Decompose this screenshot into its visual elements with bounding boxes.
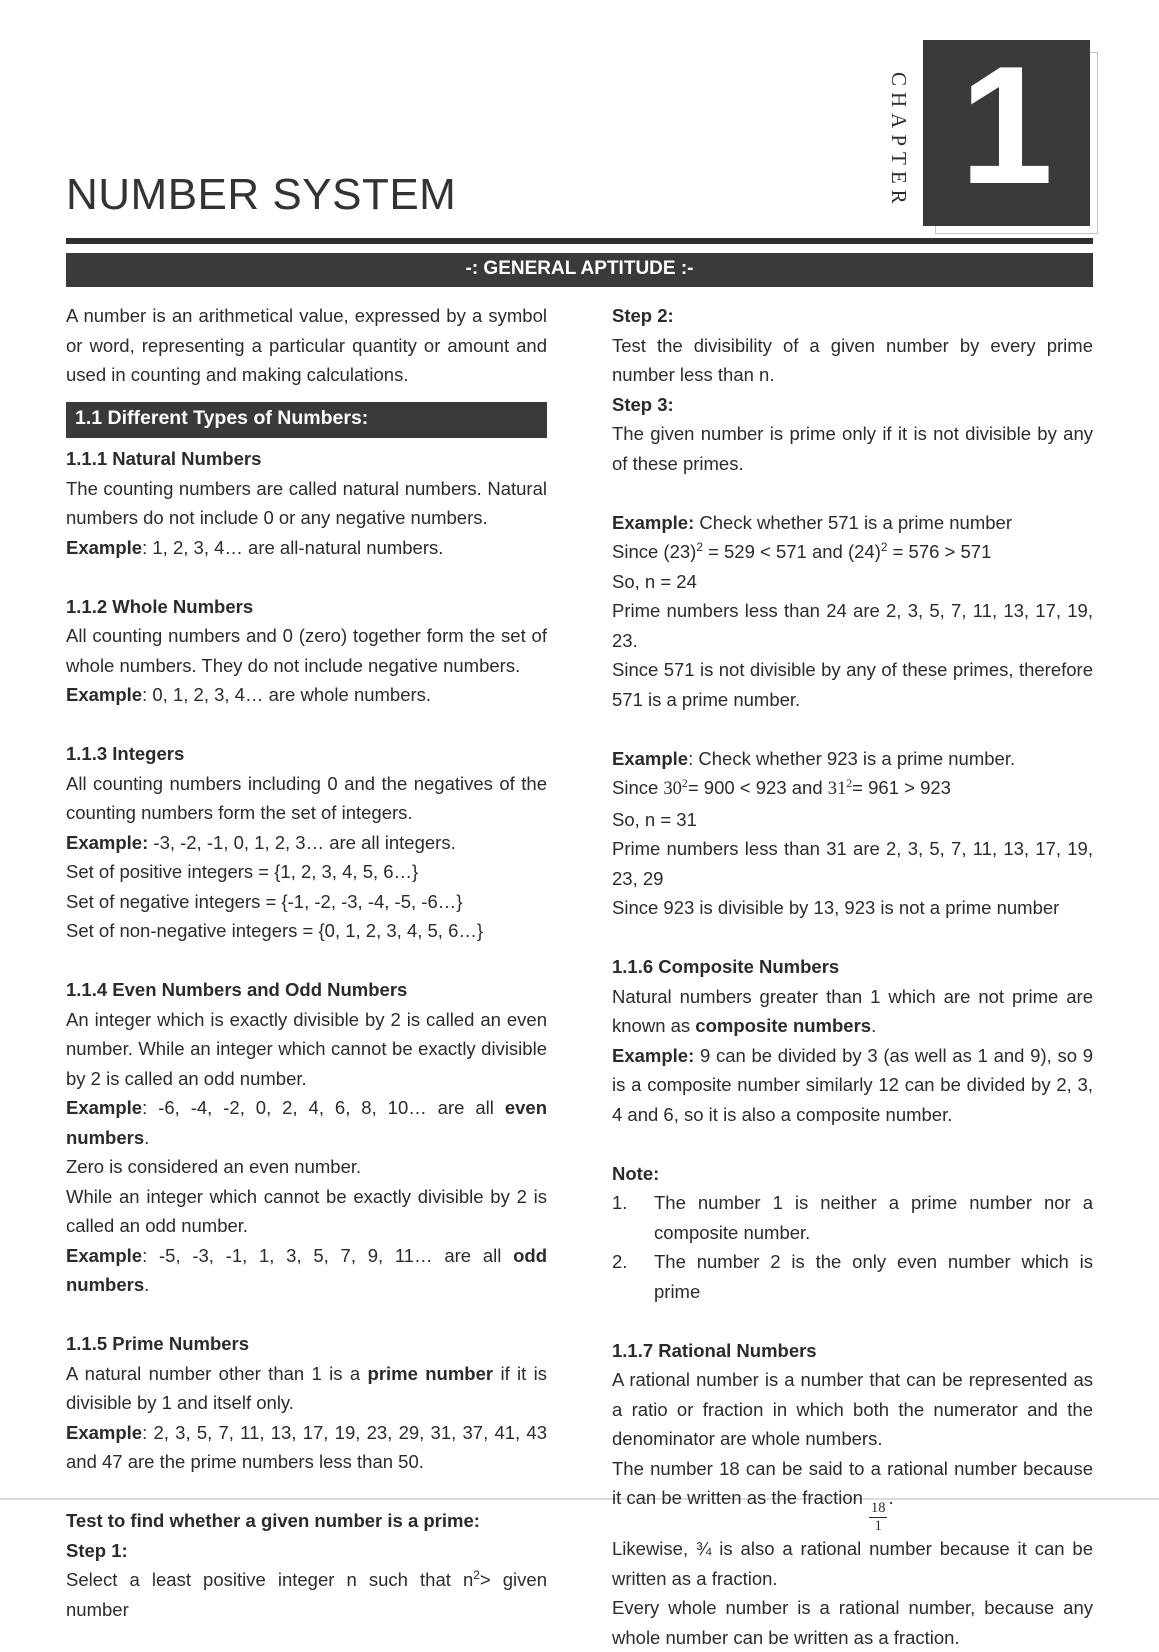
paragraph: Natural numbers greater than 1 which are not prime are known as composite numbers.: [612, 985, 1093, 1036]
paragraph: Example: Check whether 923 is a prime number.: [612, 747, 1016, 769]
heading: Step 2:: [612, 305, 674, 326]
heading: 1.1.2 Whole Numbers: [66, 595, 254, 617]
spacer: [66, 946, 547, 976]
paragraph: All counting numbers including 0 and the negatives of the counting numbers form the set of integers.: [66, 772, 547, 823]
chapter-number: 1: [959, 31, 1054, 219]
paragraph: So, n = 31: [612, 808, 697, 830]
paragraph: A number is an arithmetical value, expressed by a symbol or word, representing a particular quantity or amount and used in counting and making calculations.: [66, 305, 547, 385]
paragraph: Since 571 is not divisible by any of these primes, therefore 571 is a prime number.: [612, 659, 1093, 710]
spacer: [66, 1477, 547, 1507]
paragraph: The counting numbers are called natural numbers. Natural numbers do not include 0 or any negative numbers.: [66, 477, 547, 528]
paragraph: Prime numbers less than 24 are 2, 3, 5, 7, 11, 13, 17, 19, 23.: [612, 600, 1093, 651]
paragraph: Example: 1, 2, 3, 4… are all-natural numbers.: [66, 536, 444, 558]
heading: Step 1:: [66, 1539, 128, 1561]
heading: 1.1.6 Composite Numbers: [612, 956, 840, 977]
page-header: [66, 0, 1093, 238]
paragraph: Since 923 is divisible by 13, 923 is not a prime number: [612, 897, 1060, 918]
paragraph: Example: -3, -2, -1, 0, 1, 2, 3… are all integers.: [66, 831, 456, 853]
paragraph: A natural number other than 1 is a prime number if it is divisible by 1 and itself only.: [66, 1362, 548, 1413]
page-title: NUMBER SYSTEM: [66, 170, 457, 219]
heading: Test to find whether a given number is a prime:: [66, 1510, 480, 1531]
note-item-text: The number 1 is neither a prime number nor a composite number.: [654, 1192, 1093, 1243]
chapter-badge: [886, 31, 1090, 226]
paragraph: A rational number is a number that can be represented as a ratio or fraction in which both the numerator and the denominator are whole numbers.: [612, 1369, 1093, 1449]
spacer: [612, 923, 1093, 953]
chapter-label: CHAPTER: [887, 72, 911, 210]
paragraph: Since $30^2= 900 < 923$ and $31^2= 961 > 923$: [612, 775, 951, 799]
heading: 1.1.3 Integers: [66, 743, 185, 764]
heading: Note:: [612, 1162, 660, 1184]
spacer: [612, 1306, 1093, 1336]
section-bar: 1.1 Different Types of Numbers:: [66, 402, 547, 439]
spacer: [612, 478, 1093, 508]
note-item-number: 2.: [612, 1251, 628, 1272]
spacer: [612, 714, 1093, 744]
paragraph: Set of negative integers = {-1, -2, -3, -4, -5, -6…}: [66, 890, 463, 912]
heading: 1.1.5 Prime Numbers: [66, 1333, 250, 1354]
heading: 1.1.1 Natural Numbers: [66, 448, 262, 469]
note-item-text: The number 2 is the only even number which is prime: [654, 1251, 1093, 1302]
spacer: [66, 710, 547, 740]
paragraph: Set of non-negative integers = {0, 1, 2, 3, 4, 5, 6…}: [66, 920, 484, 941]
paragraph: Prime numbers less than 31 are 2, 3, 5, 7, 11, 13, 17, 19, 23, 29: [612, 838, 1093, 889]
paragraph: So, n = 24: [612, 570, 697, 592]
paragraph: All counting numbers and 0 (zero) together form the set of whole numbers. They do not include negative numbers.: [66, 625, 547, 676]
paragraph: Example: -5, -3, -1, 1, 3, 5, 7, 9, 11… are all odd numbers.: [66, 1244, 547, 1295]
heading: 1.1.7 Rational Numbers: [612, 1339, 817, 1361]
paragraph: While an integer which cannot be exactly divisible by 2 is called an odd number.: [66, 1185, 547, 1236]
spacer: [612, 1129, 1093, 1159]
paragraph: Example: 9 can be divided by 3 (as well as 1 and 9), so 9 is a composite number similarly 12 can be divided by 2, 3, 4 and 6, so it is also a composite number.: [612, 1044, 1093, 1125]
heading: Step 3:: [612, 393, 674, 415]
paragraph: An integer which is exactly divisible by 2 is called an even number. While an integer which cannot be exactly divisible by 2 is called an odd number.: [66, 1008, 547, 1089]
spacer: [66, 1300, 547, 1330]
paragraph: Since $(23)^2 = 529 < 571$ and $(24)^2 = 576 > 571$: [612, 539, 992, 562]
general-aptitude-banner: -: GENERAL APTITUDE :-: [66, 253, 1093, 287]
paragraph: The given number is prime only if it is not divisible by any of these primes.: [612, 423, 1093, 474]
paragraph: Example: Check whether 571 is a prime number: [612, 511, 1012, 533]
paragraph: Zero is considered an even number.: [66, 1156, 362, 1177]
header-rule: [66, 238, 1093, 244]
note-item: [612, 1247, 1093, 1306]
paragraph: Example: 2, 3, 5, 7, 11, 13, 17, 19, 23, 29, 31, 37, 41, 43 and 47 are the prime numbers less than 50.: [66, 1421, 547, 1472]
spacer: [66, 562, 547, 592]
fraction: $\frac{18}{1}$: [871, 1499, 886, 1535]
paragraph: Likewise, ¾ is also a rational number because it can be written as a fraction.: [612, 1538, 1093, 1589]
paragraph: Set of positive integers = {1, 2, 3, 4, 5, 6…}: [66, 861, 419, 882]
left-column: [66, 301, 547, 1652]
note-item-number: 1.: [612, 1192, 628, 1213]
paragraph: Example: -6, -4, -2, 0, 2, 4, 6, 8, 10… are all even numbers.: [66, 1097, 547, 1148]
paragraph: Example: 0, 1, 2, 3, 4… are whole numbers.: [66, 684, 432, 705]
paragraph: Every whole number is a rational number, because any whole number can be written as a fraction.: [612, 1597, 1093, 1648]
paragraph: Test the divisibility of a given number by every prime number less than n.: [612, 334, 1093, 385]
chapter-number-box: [923, 31, 1090, 226]
heading: 1.1.4 Even Numbers and Odd Numbers: [66, 979, 408, 1000]
right-column: [612, 301, 1093, 1652]
paragraph: Select a least positive integer n such that $n^2>$ given number: [66, 1567, 547, 1620]
paragraph: The number 18 can be said to a rational number because it can be written as the fraction $\frac{18}{1}$ .: [612, 1457, 1093, 1535]
note-item: [612, 1188, 1093, 1247]
two-column-body: [66, 301, 1093, 1652]
